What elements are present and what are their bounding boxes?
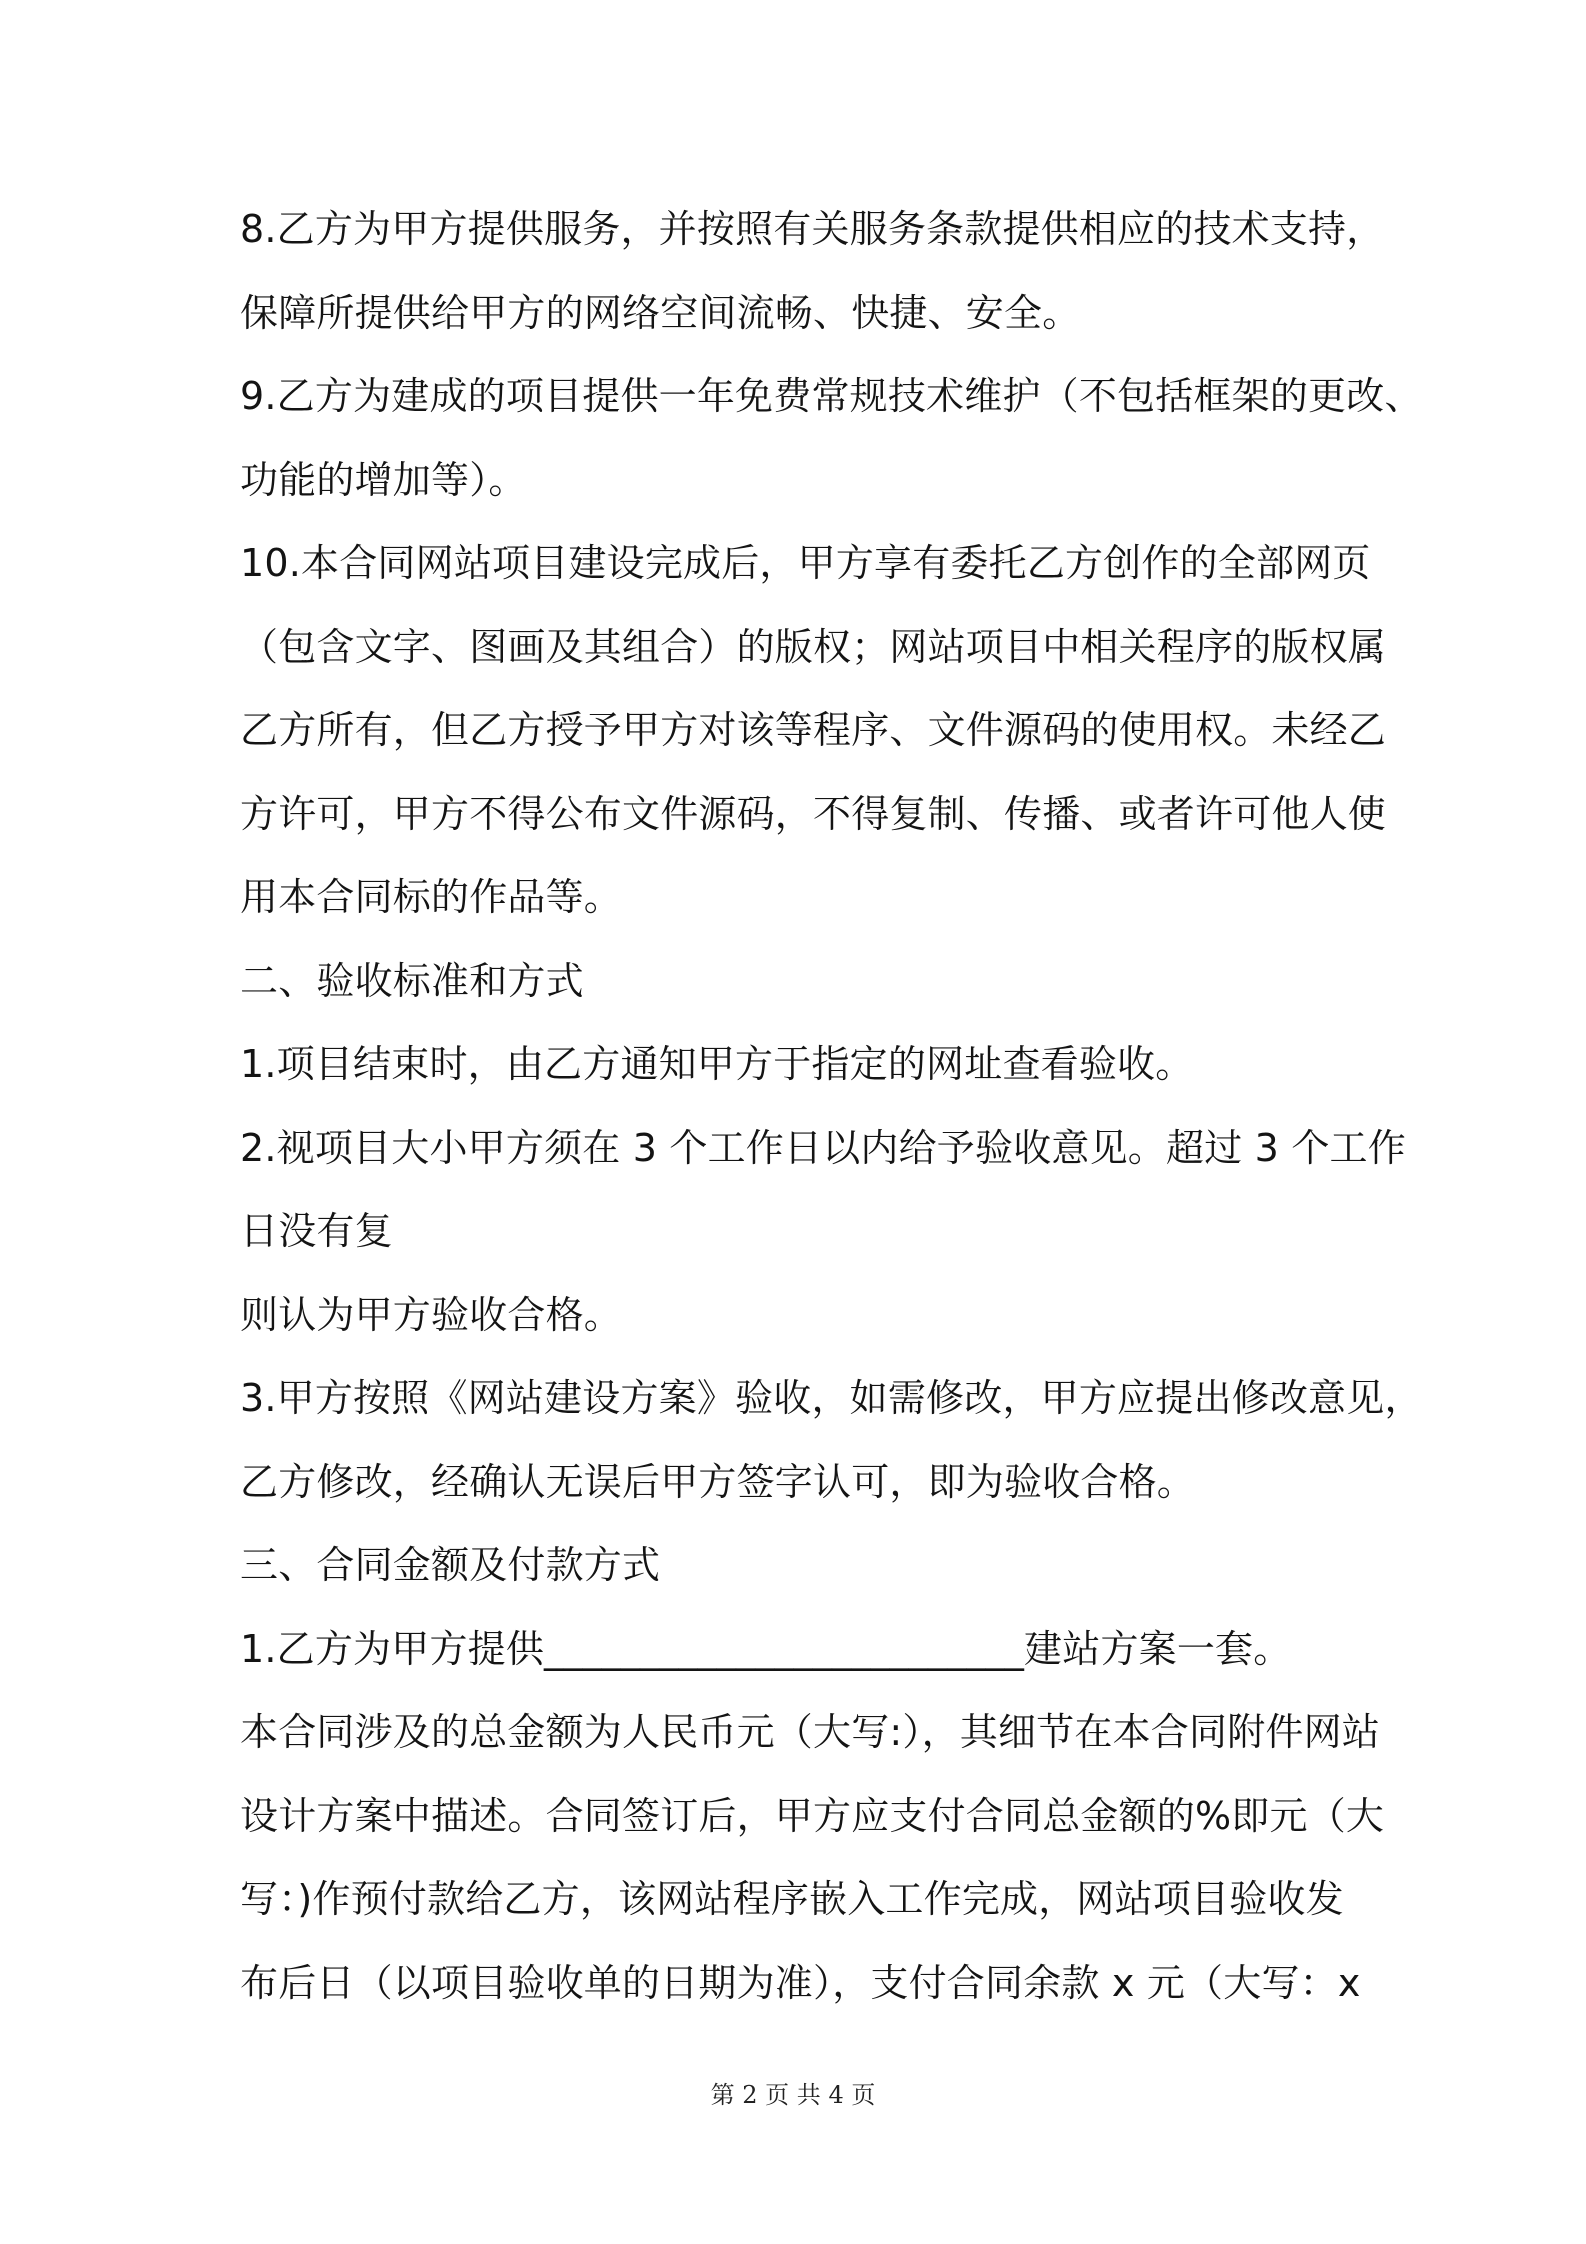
text-line: 乙方修改，经确认无误后甲方签字认可，即为验收合格。 (240, 1460, 1196, 1504)
section-heading: 三、合同金额及付款方式 (240, 1543, 661, 1587)
text-line: 乙方所有，但乙方授予甲方对该等程序、文件源码的使用权。未经乙 (240, 708, 1387, 752)
text-line: 9.乙方为建成的项目提供一年免费常规技术维护（不包括框架的更改、 (240, 374, 1423, 418)
text-line: 布后日（以项目验收单的日期为准），支付合同余款 x 元（大写：x (240, 1961, 1361, 2005)
text-line: 2.视项目大小甲方须在 3 个工作日以内给予验收意见。超过 3 个工作 (240, 1126, 1406, 1170)
text-line: 日没有复 (240, 1209, 393, 1253)
text-line: 1.乙方为甲方提供_________________________建站方案一套。 (240, 1627, 1292, 1671)
text-line: 8.乙方为甲方提供服务，并按照有关服务条款提供相应的技术支持， (240, 207, 1385, 251)
text-line: 1.项目结束时，由乙方通知甲方于指定的网址查看验收。 (240, 1042, 1194, 1086)
text-line: 设计方案中描述。合同签订后，甲方应支付合同总金额的%即元（大 (240, 1794, 1385, 1838)
text-line: 方许可，甲方不得公布文件源码，不得复制、传播、或者许可他人使 (240, 792, 1387, 836)
section-heading: 二、验收标准和方式 (240, 959, 584, 1003)
text-line: 保障所提供给甲方的网络空间流畅、快捷、安全。 (240, 291, 1081, 335)
page-number-footer: 第 2 页 共 4 页 (710, 2081, 876, 2109)
text-line: 用本合同标的作品等。 (240, 875, 623, 919)
text-line: （包含文字、图画及其组合）的版权；网站项目中相关程序的版权属 (240, 625, 1387, 669)
text-line: 3.甲方按照《网站建设方案》验收，如需修改，甲方应提出修改意见， (240, 1376, 1423, 1420)
text-line: 10.本合同网站项目建设完成后，甲方享有委托乙方创作的全部网页 (240, 541, 1371, 585)
text-line: 功能的增加等）。 (240, 458, 527, 502)
text-line: 则认为甲方验收合格。 (240, 1293, 623, 1337)
text-line: 写：)作预付款给乙方，该网站程序嵌入工作完成，网站项目验收发 (240, 1877, 1344, 1921)
text-line: 本合同涉及的总金额为人民币元（大写:），其细节在本合同附件网站 (240, 1710, 1381, 1754)
